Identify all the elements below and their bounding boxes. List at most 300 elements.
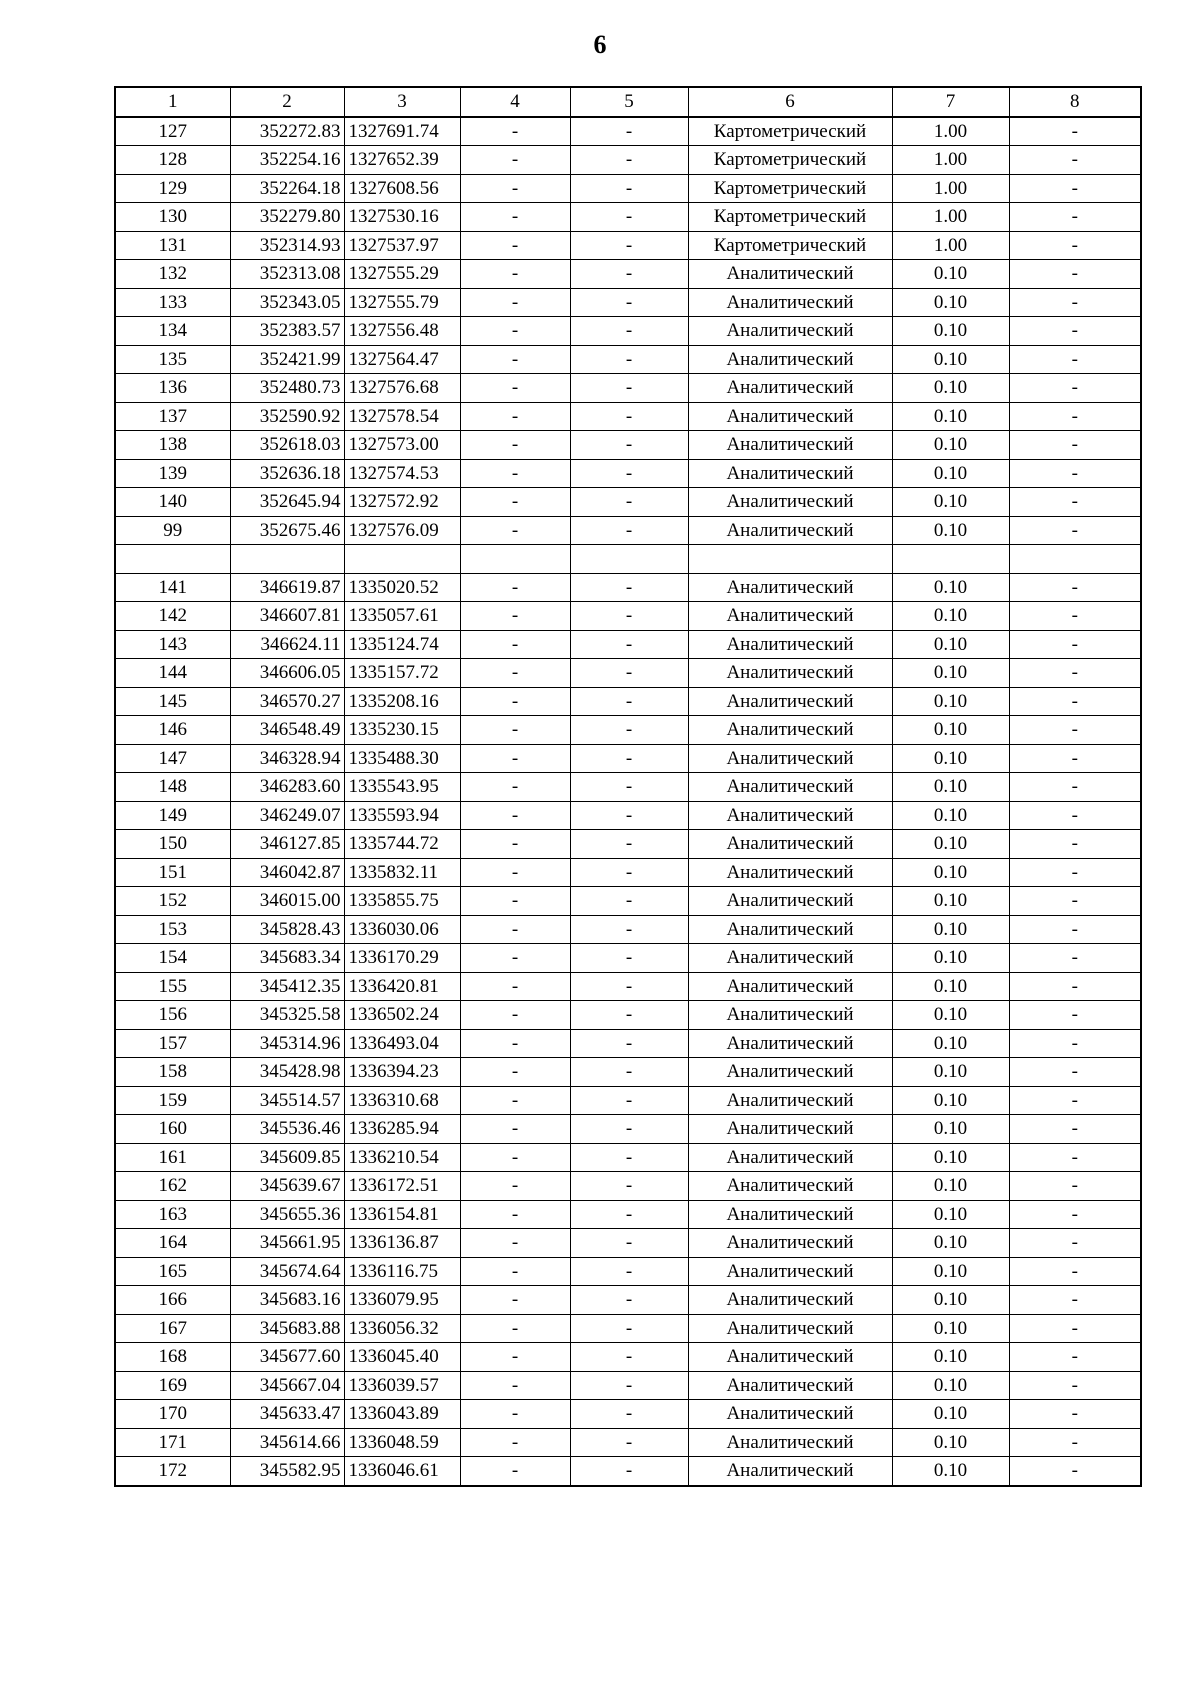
point-number-cell: 140 <box>115 488 230 517</box>
y-coordinate-cell: 1336172.51 <box>344 1172 460 1201</box>
accuracy-cell: 0.10 <box>892 516 1009 545</box>
method-cell: Аналитический <box>688 858 892 887</box>
accuracy-cell: 0.10 <box>892 972 1009 1001</box>
method-cell: Аналитический <box>688 887 892 916</box>
accuracy-cell: 0.10 <box>892 1058 1009 1087</box>
table-row <box>115 260 1141 289</box>
x-coordinate-cell: 346624.11 <box>230 630 344 659</box>
col8-cell: - <box>1009 1314 1141 1343</box>
y-coordinate-cell: 1327556.48 <box>344 317 460 346</box>
col5-cell: - <box>570 1143 688 1172</box>
point-number-cell: 166 <box>115 1286 230 1315</box>
col5-cell: - <box>570 944 688 973</box>
table-row <box>115 573 1141 602</box>
col4-cell: - <box>460 1086 570 1115</box>
y-coordinate-cell: 1335124.74 <box>344 630 460 659</box>
y-coordinate-cell: 1327652.39 <box>344 146 460 175</box>
accuracy-cell: 0.10 <box>892 260 1009 289</box>
y-coordinate-cell: 1335832.11 <box>344 858 460 887</box>
point-number-cell: 168 <box>115 1343 230 1372</box>
accuracy-cell: 0.10 <box>892 345 1009 374</box>
point-number-cell: 99 <box>115 516 230 545</box>
method-cell: Аналитический <box>688 1400 892 1429</box>
x-coordinate-cell: 352343.05 <box>230 288 344 317</box>
accuracy-cell: 0.10 <box>892 602 1009 631</box>
table-row <box>115 402 1141 431</box>
table-row <box>115 545 1141 574</box>
col4-cell: - <box>460 858 570 887</box>
table-row <box>115 915 1141 944</box>
table-row <box>115 1400 1141 1429</box>
x-coordinate-cell: 346127.85 <box>230 830 344 859</box>
col8-cell: - <box>1009 1029 1141 1058</box>
table-row <box>115 972 1141 1001</box>
y-coordinate-cell: 1335157.72 <box>344 659 460 688</box>
table-row <box>115 516 1141 545</box>
col8-cell: - <box>1009 573 1141 602</box>
x-coordinate-cell: 345655.36 <box>230 1200 344 1229</box>
col5-cell: - <box>570 1371 688 1400</box>
col5-cell: - <box>570 1257 688 1286</box>
y-coordinate-cell: 1335020.52 <box>344 573 460 602</box>
col8-cell: - <box>1009 944 1141 973</box>
table-row <box>115 1200 1141 1229</box>
col8-cell: - <box>1009 488 1141 517</box>
table-row <box>115 1172 1141 1201</box>
table-row <box>115 944 1141 973</box>
accuracy-cell: 0.10 <box>892 374 1009 403</box>
method-cell: Аналитический <box>688 687 892 716</box>
x-coordinate-cell: 345683.16 <box>230 1286 344 1315</box>
col8-cell: - <box>1009 1428 1141 1457</box>
point-number-cell: 144 <box>115 659 230 688</box>
y-coordinate-cell: 1336030.06 <box>344 915 460 944</box>
accuracy-cell: 0.10 <box>892 687 1009 716</box>
col5-cell: - <box>570 1058 688 1087</box>
method-cell: Аналитический <box>688 1172 892 1201</box>
col8-cell: - <box>1009 630 1141 659</box>
point-number-cell: 163 <box>115 1200 230 1229</box>
x-coordinate-cell: 352279.80 <box>230 203 344 232</box>
point-number-cell: 171 <box>115 1428 230 1457</box>
point-number-cell: 145 <box>115 687 230 716</box>
method-cell: Аналитический <box>688 1343 892 1372</box>
col8-cell: - <box>1009 345 1141 374</box>
y-coordinate-cell: 1327576.68 <box>344 374 460 403</box>
column-header-6: 6 <box>688 87 892 117</box>
y-coordinate-cell: 1327564.47 <box>344 345 460 374</box>
method-cell: Аналитический <box>688 716 892 745</box>
col4-cell: - <box>460 659 570 688</box>
accuracy-cell: 0.10 <box>892 1029 1009 1058</box>
point-number-cell: 149 <box>115 801 230 830</box>
col4-cell <box>460 545 570 574</box>
col8-cell: - <box>1009 887 1141 916</box>
x-coordinate-cell: 346328.94 <box>230 744 344 773</box>
accuracy-cell: 0.10 <box>892 915 1009 944</box>
accuracy-cell: 0.10 <box>892 317 1009 346</box>
y-coordinate-cell: 1335488.30 <box>344 744 460 773</box>
col5-cell: - <box>570 431 688 460</box>
x-coordinate-cell: 345828.43 <box>230 915 344 944</box>
point-number-cell: 136 <box>115 374 230 403</box>
point-number-cell: 147 <box>115 744 230 773</box>
accuracy-cell: 0.10 <box>892 573 1009 602</box>
point-number-cell: 167 <box>115 1314 230 1343</box>
col8-cell: - <box>1009 288 1141 317</box>
x-coordinate-cell: 345614.66 <box>230 1428 344 1457</box>
col8-cell: - <box>1009 744 1141 773</box>
col5-cell <box>570 545 688 574</box>
point-number-cell: 141 <box>115 573 230 602</box>
x-coordinate-cell: 345514.57 <box>230 1086 344 1115</box>
col5-cell: - <box>570 231 688 260</box>
method-cell: Аналитический <box>688 1371 892 1400</box>
point-number-cell: 132 <box>115 260 230 289</box>
col8-cell: - <box>1009 1457 1141 1486</box>
col4-cell: - <box>460 431 570 460</box>
col5-cell: - <box>570 716 688 745</box>
y-coordinate-cell: 1327578.54 <box>344 402 460 431</box>
x-coordinate-cell: 345674.64 <box>230 1257 344 1286</box>
col8-cell: - <box>1009 431 1141 460</box>
col4-cell: - <box>460 1029 570 1058</box>
table-row <box>115 203 1141 232</box>
method-cell: Аналитический <box>688 573 892 602</box>
accuracy-cell: 0.10 <box>892 288 1009 317</box>
point-number-cell: 127 <box>115 117 230 146</box>
col4-cell: - <box>460 801 570 830</box>
col4-cell: - <box>460 1428 570 1457</box>
y-coordinate-cell: 1335855.75 <box>344 887 460 916</box>
x-coordinate-cell: 345667.04 <box>230 1371 344 1400</box>
method-cell: Аналитический <box>688 744 892 773</box>
accuracy-cell: 0.10 <box>892 1428 1009 1457</box>
table-row <box>115 1229 1141 1258</box>
table-row <box>115 231 1141 260</box>
col5-cell: - <box>570 630 688 659</box>
col4-cell: - <box>460 317 570 346</box>
method-cell: Аналитический <box>688 972 892 1001</box>
x-coordinate-cell: 346283.60 <box>230 773 344 802</box>
col8-cell: - <box>1009 317 1141 346</box>
col8-cell: - <box>1009 858 1141 887</box>
col8-cell: - <box>1009 174 1141 203</box>
x-coordinate-cell: 352383.57 <box>230 317 344 346</box>
accuracy-cell: 0.10 <box>892 1172 1009 1201</box>
col8-cell: - <box>1009 1229 1141 1258</box>
col4-cell: - <box>460 915 570 944</box>
y-coordinate-cell: 1336056.32 <box>344 1314 460 1343</box>
table-row <box>115 459 1141 488</box>
col5-cell: - <box>570 744 688 773</box>
col4-cell: - <box>460 1115 570 1144</box>
col4-cell: - <box>460 1257 570 1286</box>
col4-cell: - <box>460 830 570 859</box>
method-cell <box>688 545 892 574</box>
point-number-cell: 137 <box>115 402 230 431</box>
col4-cell: - <box>460 773 570 802</box>
col8-cell: - <box>1009 830 1141 859</box>
y-coordinate-cell: 1335057.61 <box>344 602 460 631</box>
method-cell: Аналитический <box>688 1058 892 1087</box>
point-number-cell: 157 <box>115 1029 230 1058</box>
col5-cell: - <box>570 317 688 346</box>
x-coordinate-cell: 352636.18 <box>230 459 344 488</box>
method-cell: Аналитический <box>688 659 892 688</box>
x-coordinate-cell: 346606.05 <box>230 659 344 688</box>
col8-cell: - <box>1009 231 1141 260</box>
y-coordinate-cell: 1336154.81 <box>344 1200 460 1229</box>
col4-cell: - <box>460 1343 570 1372</box>
y-coordinate-cell: 1336136.87 <box>344 1229 460 1258</box>
point-number-cell: 165 <box>115 1257 230 1286</box>
method-cell: Аналитический <box>688 1029 892 1058</box>
y-coordinate-cell: 1335543.95 <box>344 773 460 802</box>
method-cell: Аналитический <box>688 630 892 659</box>
table-row <box>115 146 1141 175</box>
col8-cell: - <box>1009 374 1141 403</box>
x-coordinate-cell: 346015.00 <box>230 887 344 916</box>
col5-cell: - <box>570 801 688 830</box>
point-number-cell: 133 <box>115 288 230 317</box>
y-coordinate-cell: 1336039.57 <box>344 1371 460 1400</box>
col8-cell: - <box>1009 1058 1141 1087</box>
col4-cell: - <box>460 602 570 631</box>
x-coordinate-cell: 345683.88 <box>230 1314 344 1343</box>
method-cell: Аналитический <box>688 1428 892 1457</box>
y-coordinate-cell: 1335230.15 <box>344 716 460 745</box>
method-cell: Аналитический <box>688 1314 892 1343</box>
x-coordinate-cell: 352421.99 <box>230 345 344 374</box>
x-coordinate-cell: 352254.16 <box>230 146 344 175</box>
table-row <box>115 659 1141 688</box>
col5-cell: - <box>570 1115 688 1144</box>
accuracy-cell: 0.10 <box>892 1257 1009 1286</box>
method-cell: Аналитический <box>688 516 892 545</box>
table-row <box>115 317 1141 346</box>
y-coordinate-cell: 1336045.40 <box>344 1343 460 1372</box>
x-coordinate-cell: 352264.18 <box>230 174 344 203</box>
col5-cell: - <box>570 773 688 802</box>
col4-cell: - <box>460 402 570 431</box>
col8-cell: - <box>1009 972 1141 1001</box>
point-number-cell: 143 <box>115 630 230 659</box>
point-number-cell: 158 <box>115 1058 230 1087</box>
accuracy-cell: 0.10 <box>892 1286 1009 1315</box>
y-coordinate-cell: 1335208.16 <box>344 687 460 716</box>
column-header-2: 2 <box>230 87 344 117</box>
method-cell: Картометрический <box>688 203 892 232</box>
col4-cell: - <box>460 203 570 232</box>
x-coordinate-cell: 345661.95 <box>230 1229 344 1258</box>
point-number-cell: 131 <box>115 231 230 260</box>
x-coordinate-cell: 345412.35 <box>230 972 344 1001</box>
method-cell: Картометрический <box>688 117 892 146</box>
column-header-4: 4 <box>460 87 570 117</box>
col4-cell: - <box>460 1314 570 1343</box>
method-cell: Аналитический <box>688 1143 892 1172</box>
y-coordinate-cell: 1336043.89 <box>344 1400 460 1429</box>
col8-cell: - <box>1009 1400 1141 1429</box>
point-number-cell: 150 <box>115 830 230 859</box>
col4-cell: - <box>460 146 570 175</box>
table-row <box>115 345 1141 374</box>
x-coordinate-cell: 346619.87 <box>230 573 344 602</box>
y-coordinate-cell: 1327530.16 <box>344 203 460 232</box>
point-number-cell: 161 <box>115 1143 230 1172</box>
table-row <box>115 773 1141 802</box>
table-row <box>115 602 1141 631</box>
point-number-cell: 146 <box>115 716 230 745</box>
col5-cell: - <box>570 887 688 916</box>
col4-cell: - <box>460 716 570 745</box>
col8-cell: - <box>1009 402 1141 431</box>
table-row <box>115 1286 1141 1315</box>
coordinates-table <box>114 86 1142 1487</box>
col5-cell: - <box>570 459 688 488</box>
col5-cell: - <box>570 1229 688 1258</box>
col8-cell: - <box>1009 516 1141 545</box>
accuracy-cell: 0.10 <box>892 887 1009 916</box>
method-cell: Аналитический <box>688 602 892 631</box>
col4-cell: - <box>460 944 570 973</box>
table-row <box>115 1143 1141 1172</box>
col5-cell: - <box>570 345 688 374</box>
point-number-cell: 152 <box>115 887 230 916</box>
x-coordinate-cell: 352590.92 <box>230 402 344 431</box>
col4-cell: - <box>460 488 570 517</box>
x-coordinate-cell: 352618.03 <box>230 431 344 460</box>
accuracy-cell: 0.10 <box>892 1457 1009 1486</box>
accuracy-cell: 0.10 <box>892 744 1009 773</box>
col8-cell: - <box>1009 1001 1141 1030</box>
col4-cell: - <box>460 174 570 203</box>
col8-cell: - <box>1009 203 1141 232</box>
col5-cell: - <box>570 288 688 317</box>
col8-cell: - <box>1009 146 1141 175</box>
col4-cell: - <box>460 1400 570 1429</box>
col8-cell: - <box>1009 1143 1141 1172</box>
col5-cell: - <box>570 1001 688 1030</box>
col4-cell: - <box>460 1172 570 1201</box>
col4-cell: - <box>460 288 570 317</box>
accuracy-cell: 0.10 <box>892 659 1009 688</box>
table-row <box>115 1001 1141 1030</box>
accuracy-cell: 1.00 <box>892 203 1009 232</box>
y-coordinate-cell: 1327573.00 <box>344 431 460 460</box>
col8-cell: - <box>1009 459 1141 488</box>
table-row <box>115 488 1141 517</box>
method-cell: Аналитический <box>688 1001 892 1030</box>
table-row <box>115 830 1141 859</box>
col5-cell: - <box>570 402 688 431</box>
col4-cell: - <box>460 374 570 403</box>
accuracy-cell: 0.10 <box>892 1314 1009 1343</box>
col5-cell: - <box>570 1314 688 1343</box>
col5-cell: - <box>570 374 688 403</box>
accuracy-cell: 0.10 <box>892 773 1009 802</box>
accuracy-cell: 0.10 <box>892 1400 1009 1429</box>
y-coordinate-cell: 1336210.54 <box>344 1143 460 1172</box>
col4-cell: - <box>460 231 570 260</box>
y-coordinate-cell: 1336048.59 <box>344 1428 460 1457</box>
y-coordinate-cell: 1336394.23 <box>344 1058 460 1087</box>
col5-cell: - <box>570 1343 688 1372</box>
table-row <box>115 744 1141 773</box>
col4-cell: - <box>460 459 570 488</box>
x-coordinate-cell: 345314.96 <box>230 1029 344 1058</box>
col5-cell: - <box>570 972 688 1001</box>
col8-cell: - <box>1009 1200 1141 1229</box>
accuracy-cell: 0.10 <box>892 1001 1009 1030</box>
x-coordinate-cell: 352675.46 <box>230 516 344 545</box>
table-row <box>115 1428 1141 1457</box>
col8-cell: - <box>1009 117 1141 146</box>
col8-cell: - <box>1009 773 1141 802</box>
accuracy-cell: 1.00 <box>892 231 1009 260</box>
y-coordinate-cell: 1327608.56 <box>344 174 460 203</box>
col4-cell: - <box>460 1143 570 1172</box>
accuracy-cell: 0.10 <box>892 830 1009 859</box>
table-row <box>115 1115 1141 1144</box>
col8-cell: - <box>1009 716 1141 745</box>
col5-cell: - <box>570 146 688 175</box>
y-coordinate-cell: 1327555.79 <box>344 288 460 317</box>
y-coordinate-cell: 1336285.94 <box>344 1115 460 1144</box>
col5-cell: - <box>570 1400 688 1429</box>
table-row <box>115 1371 1141 1400</box>
col5-cell: - <box>570 1172 688 1201</box>
x-coordinate-cell: 346548.49 <box>230 716 344 745</box>
x-coordinate-cell: 352480.73 <box>230 374 344 403</box>
column-header-5: 5 <box>570 87 688 117</box>
col5-cell: - <box>570 488 688 517</box>
method-cell: Аналитический <box>688 459 892 488</box>
x-coordinate-cell: 352645.94 <box>230 488 344 517</box>
accuracy-cell: 0.10 <box>892 1200 1009 1229</box>
table-row <box>115 801 1141 830</box>
accuracy-cell: 0.10 <box>892 431 1009 460</box>
method-cell: Аналитический <box>688 944 892 973</box>
x-coordinate-cell: 346607.81 <box>230 602 344 631</box>
col4-cell: - <box>460 345 570 374</box>
col8-cell: - <box>1009 1086 1141 1115</box>
y-coordinate-cell: 1327576.09 <box>344 516 460 545</box>
accuracy-cell: 0.10 <box>892 402 1009 431</box>
method-cell: Аналитический <box>688 431 892 460</box>
point-number-cell: 134 <box>115 317 230 346</box>
y-coordinate-cell: 1327691.74 <box>344 117 460 146</box>
table-row <box>115 288 1141 317</box>
table-row <box>115 630 1141 659</box>
col4-cell: - <box>460 573 570 602</box>
table-row <box>115 1257 1141 1286</box>
col4-cell: - <box>460 744 570 773</box>
y-coordinate-cell: 1335593.94 <box>344 801 460 830</box>
accuracy-cell: 0.10 <box>892 488 1009 517</box>
y-coordinate-cell: 1327555.29 <box>344 260 460 289</box>
col8-cell: - <box>1009 801 1141 830</box>
x-coordinate-cell: 346042.87 <box>230 858 344 887</box>
x-coordinate-cell: 345428.98 <box>230 1058 344 1087</box>
col4-cell: - <box>460 1001 570 1030</box>
table-row <box>115 1314 1141 1343</box>
accuracy-cell: 0.10 <box>892 459 1009 488</box>
column-header-3: 3 <box>344 87 460 117</box>
table-row <box>115 374 1141 403</box>
point-number-cell: 172 <box>115 1457 230 1486</box>
